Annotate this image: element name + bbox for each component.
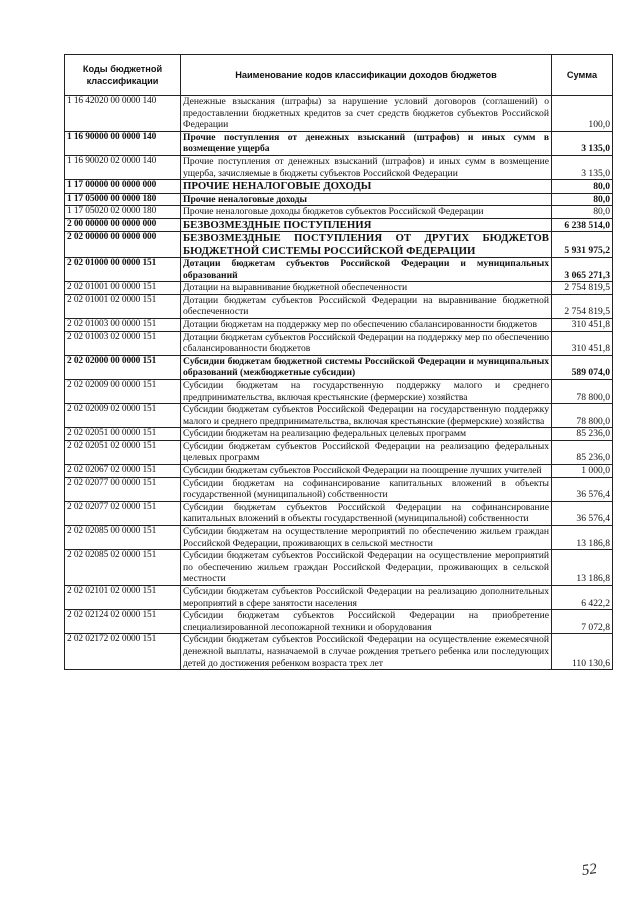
row-sum: 13 186,8 xyxy=(552,550,613,586)
table-row xyxy=(65,331,613,355)
row-code: 2 02 00000 00 0000 000 xyxy=(65,232,181,258)
page-number: 52 xyxy=(580,861,598,879)
row-sum: 100,0 xyxy=(552,96,613,132)
row-code: 2 02 02101 02 0000 151 xyxy=(65,586,181,610)
row-name: Денежные взыскания (штрафы) за нарушение условий договоров (соглашений) о предоставлении бюджетных кредитов за счет средств бюджетов субъектов Российской Федерации xyxy=(181,96,552,132)
row-name: Дотации на выравнивание бюджетной обеспеченности xyxy=(181,282,552,295)
table-row xyxy=(65,206,613,219)
table-row xyxy=(65,477,613,501)
row-code: 2 02 01001 00 0000 151 xyxy=(65,282,181,295)
row-sum: 6 422,2 xyxy=(552,586,613,610)
row-name: Субсидии бюджетам на софинансирование капитальных вложений в объекты государственной (муниципальной) собственности xyxy=(181,477,552,501)
row-name: Субсидии бюджетам субъектов Российской Федерации на приобретение специализированной лесопожарной техники и оборудования xyxy=(181,610,552,634)
table-row xyxy=(65,428,613,441)
row-code: 1 17 05000 00 0000 180 xyxy=(65,193,181,206)
table-row xyxy=(65,218,613,231)
row-sum: 3 135,0 xyxy=(552,131,613,155)
row-name: Прочие неналоговые доходы бюджетов субъектов Российской Федерации xyxy=(181,206,552,219)
table-row xyxy=(65,501,613,525)
table-row xyxy=(65,294,613,318)
row-code: 2 02 02067 02 0000 151 xyxy=(65,465,181,478)
row-code: 2 02 02085 02 0000 151 xyxy=(65,550,181,586)
table-row xyxy=(65,96,613,132)
row-code: 2 02 02085 00 0000 151 xyxy=(65,526,181,550)
row-code: 2 02 02000 00 0000 151 xyxy=(65,355,181,379)
row-sum: 36 576,4 xyxy=(552,501,613,525)
row-name: Субсидии бюджетам субъектов Российской Федерации на софинансирование капитальных вложений в объекты государственной (муниципальной) собственности xyxy=(181,501,552,525)
table-row xyxy=(65,257,613,281)
table-row xyxy=(65,155,613,179)
row-name: Субсидии бюджетам субъектов Российской Федерации на реализацию дополнительных мероприятий в сфере занятости населения xyxy=(181,586,552,610)
table-row xyxy=(65,379,613,403)
row-name: ПРОЧИЕ НЕНАЛОГОВЫЕ ДОХОДЫ xyxy=(181,180,552,193)
row-name: БЕЗВОЗМЕЗДНЫЕ ПОСТУПЛЕНИЯ ОТ ДРУГИХ БЮДЖЕТОВ БЮДЖЕТНОЙ СИСТЕМЫ РОССИЙСКОЙ ФЕДЕРАЦИИ xyxy=(181,232,552,258)
row-sum: 2 754 819,5 xyxy=(552,294,613,318)
row-code: 2 02 02009 00 0000 151 xyxy=(65,379,181,403)
table-row xyxy=(65,550,613,586)
row-sum: 3 065 271,3 xyxy=(552,257,613,281)
row-code: 1 16 42020 00 0000 140 xyxy=(65,96,181,132)
row-name: Субсидии бюджетам на реализацию федеральных целевых программ xyxy=(181,428,552,441)
row-name: Субсидии бюджетам субъектов Российской Федерации на государственную поддержку малого и среднего предпринимательства, включая крестьянские (фермерские) хозяйства xyxy=(181,404,552,428)
row-code: 2 02 01001 02 0000 151 xyxy=(65,294,181,318)
table-row xyxy=(65,193,613,206)
row-code: 2 02 02172 02 0000 151 xyxy=(65,634,181,670)
table-row xyxy=(65,440,613,464)
row-sum: 310 451,8 xyxy=(552,318,613,331)
row-name: Субсидии бюджетам субъектов Российской Федерации на осуществление ежемесячной денежной выплаты, назначаемой в случае рождения третьего ребенка или последующих детей до достижения ребенком возраста трех лет xyxy=(181,634,552,670)
row-code: 2 02 02124 02 0000 151 xyxy=(65,610,181,634)
table-row xyxy=(65,465,613,478)
table-row xyxy=(65,586,613,610)
row-sum: 78 800,0 xyxy=(552,404,613,428)
row-sum: 110 130,6 xyxy=(552,634,613,670)
row-name: Субсидии бюджетам субъектов Российской Федерации на осуществление мероприятий по обеспечению жильем граждан Российской Федерации, проживающих в сельской местности xyxy=(181,550,552,586)
table-row xyxy=(65,282,613,295)
row-sum: 6 238 514,0 xyxy=(552,218,613,231)
row-sum: 78 800,0 xyxy=(552,379,613,403)
row-name: Прочие поступления от денежных взысканий (штрафов) и иных сумм в возмещение ущерба, зачисляемые в бюджеты субъектов Российской Федерации xyxy=(181,155,552,179)
row-code: 1 16 90000 00 0000 140 xyxy=(65,131,181,155)
row-code: 1 16 90020 02 0000 140 xyxy=(65,155,181,179)
revenue-classification-table xyxy=(64,54,613,670)
row-sum: 80,0 xyxy=(552,180,613,193)
row-name: Субсидии бюджетам бюджетной системы Российской Федерации и муниципальных образований (межбюджетные субсидии) xyxy=(181,355,552,379)
row-name: Дотации бюджетам субъектов Российской Федерации и муниципальных образований xyxy=(181,257,552,281)
row-name: Субсидии бюджетам на государственную поддержку малого и среднего предпринимательства, включая крестьянские (фермерские) хозяйства xyxy=(181,379,552,403)
row-name: Прочие поступления от денежных взысканий (штрафов) и иных сумм в возмещение ущерба xyxy=(181,131,552,155)
row-sum: 80,0 xyxy=(552,206,613,219)
row-name: Дотации бюджетам на поддержку мер по обеспечению сбалансированности бюджетов xyxy=(181,318,552,331)
row-sum: 310 451,8 xyxy=(552,331,613,355)
row-code: 2 02 01003 02 0000 151 xyxy=(65,331,181,355)
table-row xyxy=(65,131,613,155)
row-code: 1 17 00000 00 0000 000 xyxy=(65,180,181,193)
row-code: 2 00 00000 00 0000 000 xyxy=(65,218,181,231)
row-name: Прочие неналоговые доходы xyxy=(181,193,552,206)
row-name: Дотации бюджетам субъектов Российской Федерации на выравнивание бюджетной обеспеченности xyxy=(181,294,552,318)
table-row xyxy=(65,318,613,331)
row-code: 2 02 02051 00 0000 151 xyxy=(65,428,181,441)
row-code: 2 02 02009 02 0000 151 xyxy=(65,404,181,428)
row-sum: 13 186,8 xyxy=(552,526,613,550)
row-name: Субсидии бюджетам субъектов Российской Федерации на поощрение лучших учителей xyxy=(181,465,552,478)
table-header-row xyxy=(65,55,613,96)
row-code: 2 02 02051 02 0000 151 xyxy=(65,440,181,464)
row-sum: 2 754 819,5 xyxy=(552,282,613,295)
row-name: Субсидии бюджетам на осуществление мероприятий по обеспечению жильем граждан Российской Федерации, проживающих в сельской местности xyxy=(181,526,552,550)
row-name: Субсидии бюджетам субъектов Российской Федерации на реализацию федеральных целевых программ xyxy=(181,440,552,464)
row-sum: 5 931 975,2 xyxy=(552,232,613,258)
table-row xyxy=(65,610,613,634)
table-row xyxy=(65,404,613,428)
row-code: 2 02 02077 00 0000 151 xyxy=(65,477,181,501)
row-sum: 1 000,0 xyxy=(552,465,613,478)
table-row xyxy=(65,526,613,550)
row-name: БЕЗВОЗМЕЗДНЫЕ ПОСТУПЛЕНИЯ xyxy=(181,218,552,231)
row-name: Дотации бюджетам субъектов Российской Федерации на поддержку мер по обеспечению сбалансированности бюджетов xyxy=(181,331,552,355)
table-row xyxy=(65,355,613,379)
row-sum: 36 576,4 xyxy=(552,477,613,501)
row-sum: 85 236,0 xyxy=(552,428,613,441)
row-sum: 85 236,0 xyxy=(552,440,613,464)
row-code: 1 17 05020 02 0000 180 xyxy=(65,206,181,219)
row-sum: 7 072,8 xyxy=(552,610,613,634)
table-body xyxy=(65,96,613,670)
row-sum: 3 135,0 xyxy=(552,155,613,179)
table-row xyxy=(65,232,613,258)
row-code: 2 02 02077 02 0000 151 xyxy=(65,501,181,525)
document-page xyxy=(64,54,612,670)
row-sum: 80,0 xyxy=(552,193,613,206)
header-name: Наименование кодов классификации доходов бюджетов xyxy=(181,55,552,96)
header-codes: Коды бюджетной классификации xyxy=(65,55,181,96)
table-row xyxy=(65,180,613,193)
row-code: 2 02 01000 00 0000 151 xyxy=(65,257,181,281)
header-sum: Сумма xyxy=(552,55,613,96)
table-row xyxy=(65,634,613,670)
row-code: 2 02 01003 00 0000 151 xyxy=(65,318,181,331)
row-sum: 589 074,0 xyxy=(552,355,613,379)
